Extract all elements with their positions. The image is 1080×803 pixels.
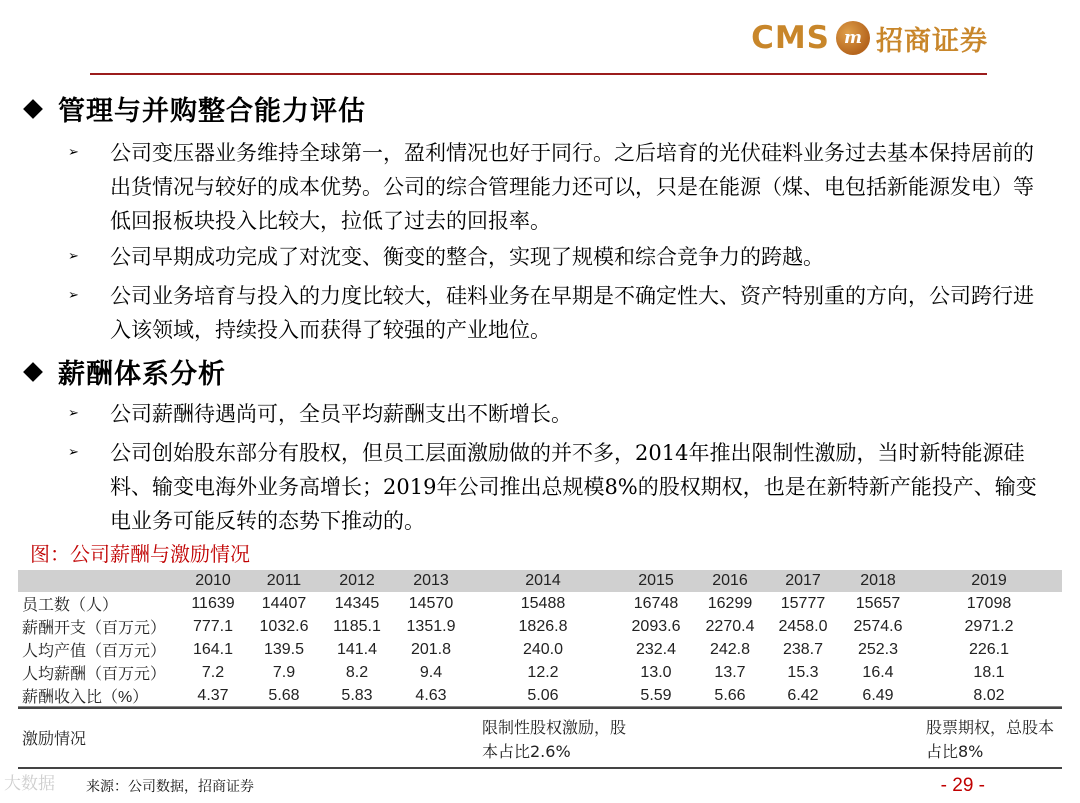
table-header-year: 2015 <box>618 570 694 592</box>
table-cell: 13.7 <box>714 663 746 681</box>
table-cell: 1351.9 <box>406 617 456 635</box>
diamond-bullet-icon <box>23 99 43 119</box>
section-title: 薪酬体系分析 <box>58 359 226 390</box>
table-row <box>18 615 1062 638</box>
table-cell: 4.63 <box>394 684 468 708</box>
incentive-2019: 股票期权，总股本占比8% <box>926 718 1055 761</box>
brand-logo <box>751 18 988 58</box>
table-cell: 2574.6 <box>853 617 903 635</box>
table-cell: 16748 <box>633 594 679 612</box>
bullet-text: 公司薪酬待遇尚可，全员平均薪酬支出不断增长。 <box>110 402 572 426</box>
list-item <box>68 279 1048 347</box>
table-cell: 16299 <box>707 594 753 612</box>
table-cell: 201.8 <box>410 640 452 658</box>
table-cell: 242.8 <box>709 640 751 658</box>
table-cell: 15488 <box>520 594 566 612</box>
table-cell: 7.2 <box>201 663 225 681</box>
arrow-bullet-icon: ➢ <box>68 249 79 264</box>
table-header-year: 2014 <box>468 570 618 592</box>
figure-caption: 图：公司薪酬与激励情况 <box>30 542 250 566</box>
table-header-year: 2019 <box>916 570 1062 592</box>
list-item <box>68 397 1048 431</box>
table-cell: 232.4 <box>635 640 677 658</box>
table-cell: 9.4 <box>419 663 443 681</box>
table-cell: 1032.6 <box>259 617 309 635</box>
table-header-year: 2013 <box>394 570 468 592</box>
incentive-row <box>18 706 1062 769</box>
table-cell: 777.1 <box>192 617 234 635</box>
table-header-year: 2017 <box>766 570 840 592</box>
header-divider <box>90 73 987 75</box>
table-cell: 17098 <box>966 594 1012 612</box>
row-label: 薪酬收入比（%） <box>18 684 178 708</box>
table-cell: 12.2 <box>527 663 559 681</box>
bullet-text: 公司创始股东部分有股权，但员工层面激励做的并不多，2014年推出限制性激励，当时新特能源硅料、输变电海外业务高增长；2019年公司推出总规模8%的股权期权，也是在新特新产能投产、输变电业务可能反转的态势下推动的。 <box>110 441 1037 533</box>
incentive-2014: 限制性股权激励，股本占比2.6% <box>482 718 627 761</box>
table-cell: 238.7 <box>782 640 824 658</box>
list-item <box>68 436 1048 538</box>
table-header-year: 2018 <box>840 570 916 592</box>
arrow-bullet-icon: ➢ <box>68 288 79 303</box>
section-heading-management <box>22 89 366 128</box>
table-cell: 14345 <box>334 594 380 612</box>
table-row <box>18 661 1062 684</box>
row-label: 薪酬开支（百万元） <box>22 620 167 637</box>
arrow-bullet-icon: ➢ <box>68 406 79 421</box>
row-label: 员工数（人） <box>22 597 119 614</box>
section-heading-compensation <box>22 352 226 391</box>
incentive-label: 激励情况 <box>22 729 87 748</box>
row-label: 人均薪酬（百万元） <box>22 666 167 683</box>
logo-chinese-text: 招商证券 <box>876 25 988 57</box>
table-cell: 5.66 <box>694 684 766 708</box>
table-header-year: 2011 <box>248 570 320 592</box>
table-row <box>18 638 1062 661</box>
table-cell: 15777 <box>780 594 826 612</box>
table-cell: 18.1 <box>973 663 1005 681</box>
table-cell: 252.3 <box>857 640 899 658</box>
list-item <box>68 240 1048 274</box>
table-cell: 141.4 <box>336 640 378 658</box>
table-cell: 11639 <box>191 594 235 612</box>
table-cell: 8.02 <box>916 684 1062 708</box>
arrow-bullet-icon: ➢ <box>68 445 79 460</box>
table-cell: 8.2 <box>345 663 369 681</box>
table-cell: 4.37 <box>178 684 248 708</box>
row-label: 人均产值（百万元） <box>22 643 167 660</box>
table-cell: 13.0 <box>640 663 672 681</box>
table-cell: 14570 <box>408 594 454 612</box>
page-number: - 29 - <box>940 775 985 796</box>
table-row <box>18 684 1062 708</box>
table-cell: 1826.8 <box>518 617 568 635</box>
table-cell: 7.9 <box>272 663 296 681</box>
table-cell: 6.49 <box>840 684 916 708</box>
watermark: 大数据 <box>4 774 55 794</box>
table-cell: 226.1 <box>968 640 1010 658</box>
table-cell: 6.42 <box>766 684 840 708</box>
table-cell: 2458.0 <box>778 617 828 635</box>
table-cell: 2270.4 <box>705 617 755 635</box>
bullet-text: 公司早期成功完成了对沈变、衡变的整合，实现了规模和综合竞争力的跨越。 <box>110 245 824 269</box>
table-cell: 2971.2 <box>964 617 1014 635</box>
logo-latin-text: CMS <box>751 20 830 56</box>
logo-emblem-icon: m <box>836 21 870 55</box>
section-title: 管理与并购整合能力评估 <box>58 96 366 127</box>
bullet-text: 公司业务培育与投入的力度比较大，硅料业务在早期是不确定性大、资产特别重的方向，公司跨行进入该领域，持续投入而获得了较强的产业地位。 <box>110 284 1034 342</box>
table-cell: 15657 <box>855 594 901 612</box>
list-item <box>68 136 1048 238</box>
table-cell: 5.59 <box>618 684 694 708</box>
table-cell: 240.0 <box>522 640 564 658</box>
table-header-year: 2016 <box>694 570 766 592</box>
table-cell: 5.68 <box>248 684 320 708</box>
table-cell: 16.4 <box>862 663 894 681</box>
table-cell: 14407 <box>261 594 307 612</box>
table-cell: 1185.1 <box>333 617 381 635</box>
table-cell: 5.83 <box>320 684 394 708</box>
bullet-text: 公司变压器业务维持全球第一，盈利情况也好于同行。之后培育的光伏硅料业务过去基本保持居前的出货情况与较好的成本优势。公司的综合管理能力还可以，只是在能源（煤、电包括新能源发电）等低回报板块投入比较大，拉低了过去的回报率。 <box>110 141 1034 233</box>
table-cell: 139.5 <box>263 640 305 658</box>
table-cell: 2093.6 <box>631 617 681 635</box>
diamond-bullet-icon <box>23 362 43 382</box>
table-header-row <box>18 570 1062 592</box>
table-header-empty <box>18 570 178 592</box>
arrow-bullet-icon: ➢ <box>68 145 79 160</box>
table-header-year: 2012 <box>320 570 394 592</box>
table-header-year: 2010 <box>178 570 248 592</box>
table-row <box>18 592 1062 615</box>
source-note: 来源：公司数据，招商证券 <box>86 779 254 795</box>
table-cell: 5.06 <box>468 684 618 708</box>
compensation-table <box>18 570 1062 709</box>
table-cell: 164.1 <box>192 640 234 658</box>
table-cell: 15.3 <box>787 663 819 681</box>
